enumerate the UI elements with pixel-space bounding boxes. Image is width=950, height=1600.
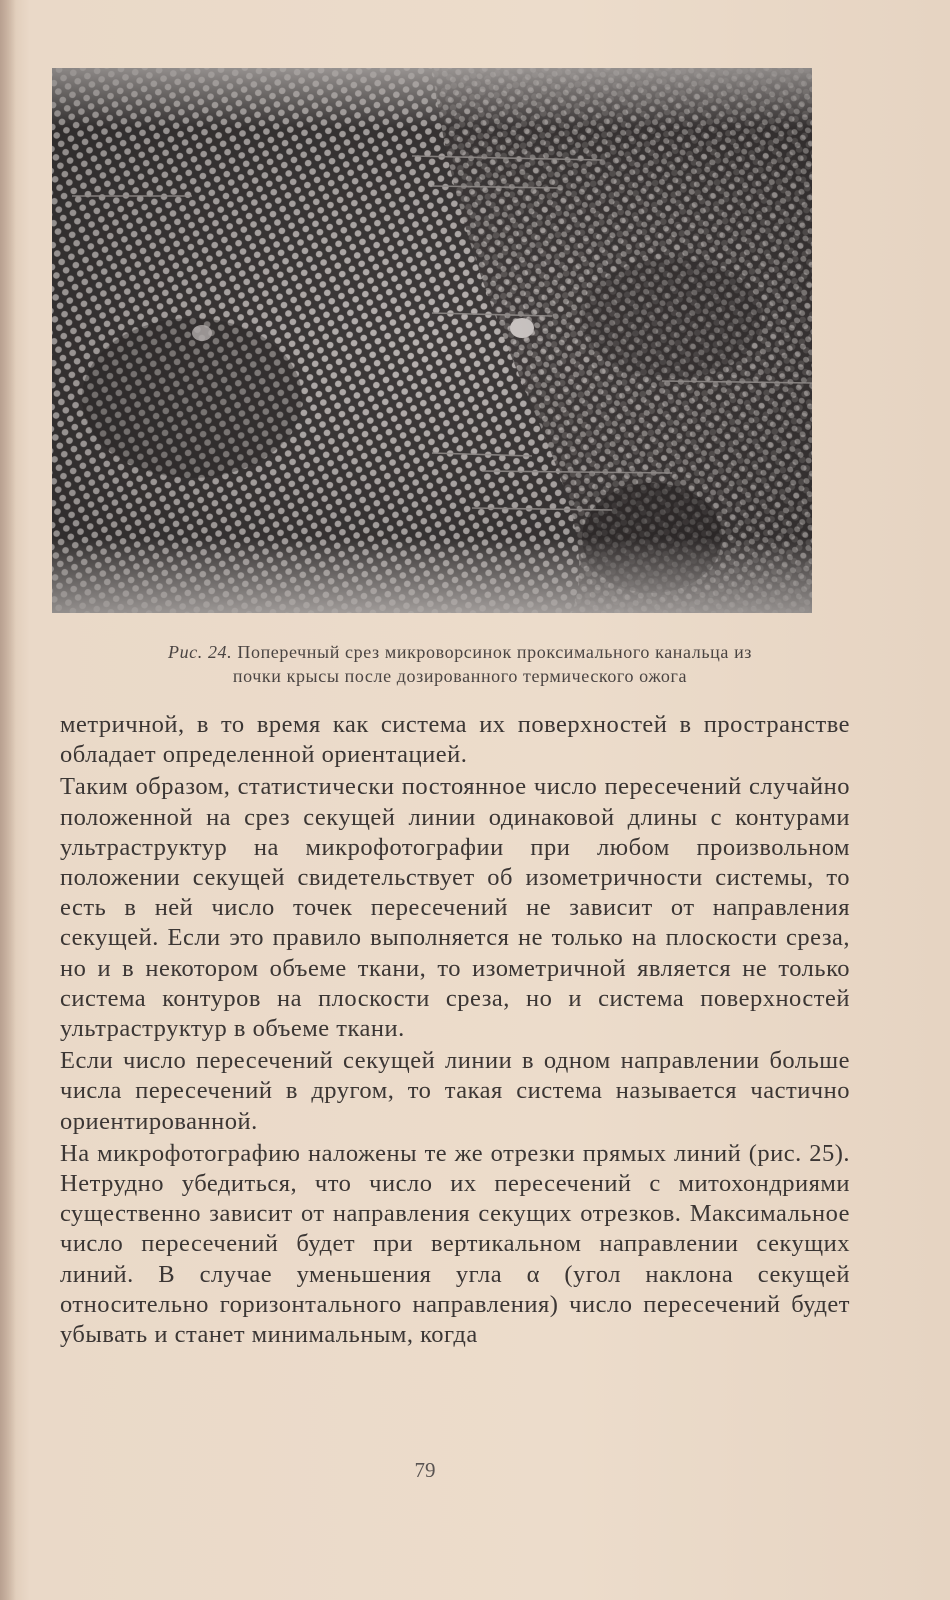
- caption-line-1: [60, 640, 860, 664]
- microvilli-micrograph-icon: [52, 68, 812, 613]
- paragraph-1: метричной, в то время как система их поверхностей в пространстве обладает определенной ориентацией.: [60, 711, 850, 769]
- paragraph-2: Таким образом, статистически постоянное число пересечений случайно положенной на срез секущей линии одинаковой длины с контурами ультраструктур на микрофотографии при любом произвольном положении секущей свидетельствует об изометричности системы, то есть в ней число точек пересечений не зависит от направления секущей. Если это правило выполняется не только на плоскости среза, но и в некотором объеме ткани, то изометричной является не только система контуров на плоскости среза, но и система поверхностей ультраструктур в объеме ткани.: [60, 773, 850, 1043]
- paragraph-4: На микрофотографию наложены те же отрезки прямых линий (рис. 25). Нетрудно убедиться, что число их пересечений с митохондриями существенно зависит от направления секущих отрезков. Максимальное число пересечений будет при вертикальном направлении секущих линий. В случае уменьшения угла α (угол наклона секущей относительно горизонтального направления) число пересечений будет убывать и станет минимальным, когда: [60, 1139, 850, 1349]
- caption-figure-label: Рис. 24.: [167, 642, 233, 662]
- micrograph-figure: [52, 68, 812, 613]
- figure-caption: [60, 640, 860, 688]
- body-text: [60, 710, 850, 1350]
- page-number: 79: [414, 1458, 436, 1482]
- caption-line-2: почки крысы после дозированного термического ожога: [232, 666, 688, 686]
- paragraph-3: Если число пересечений секущей линии в одном направлении больше числа пересечений в другом, то такая система называется частично ориентированной.: [60, 1047, 850, 1135]
- caption-text-1: Поперечный срез микроворсинок проксимального канальца из: [232, 642, 753, 662]
- page-edge-shadow: [0, 0, 16, 1600]
